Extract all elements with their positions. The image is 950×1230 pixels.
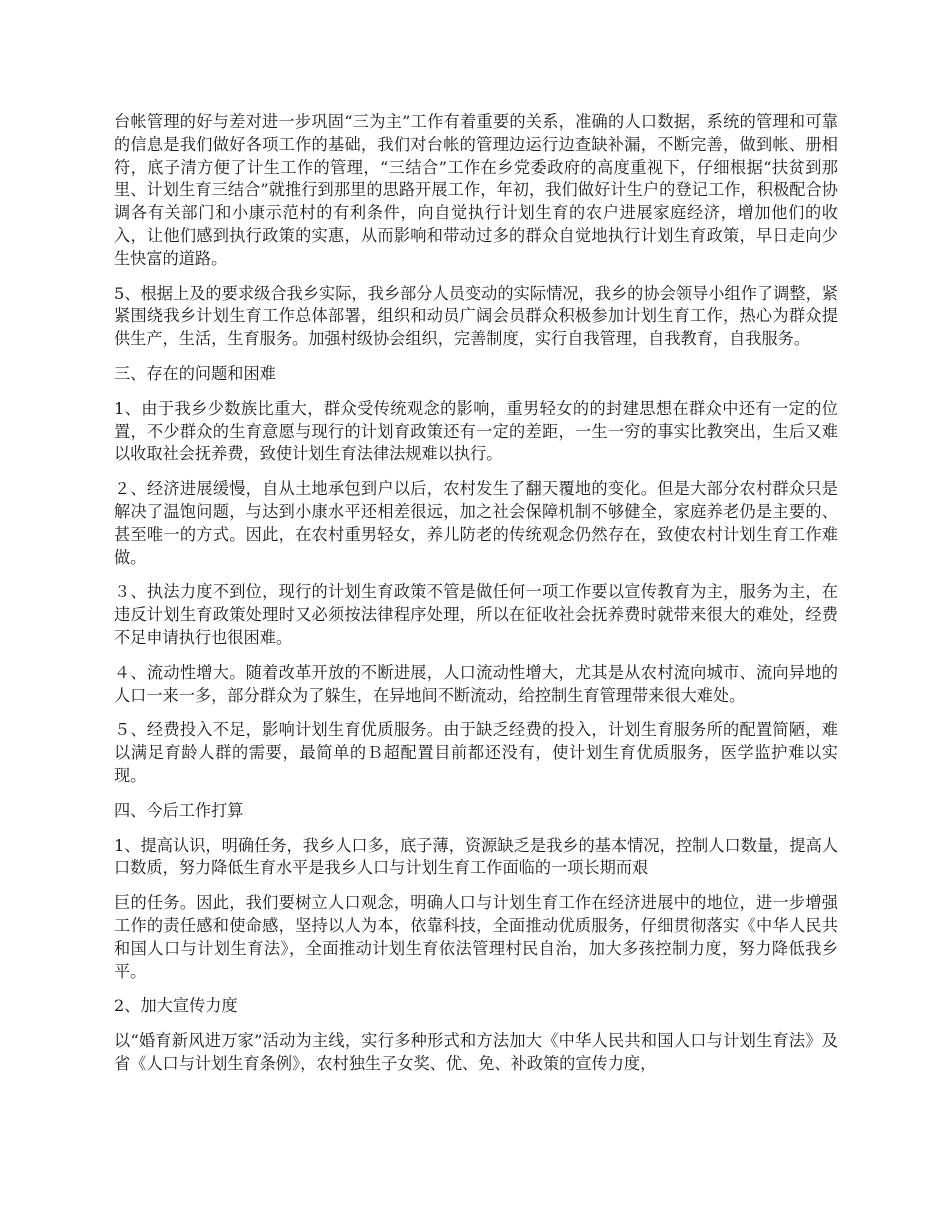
paragraph-problem-4: ４、流动性增大。随着改革开放的不断进展，人口流动性增大，尤其是从农村流向城市、流向异地的人口一来一多，部分群众为了躲生，在异地间不断流动，给控制生育管理带来很大难处。 [114, 662, 838, 705]
paragraph-ledger-management: 台帐管理的好与差对进一步巩固“三为主”工作有着重要的关系，准确的人口数据，系统的管理和可靠的信息是我们做好各项工作的基础，我们对台帐的管理边运行边查缺补漏，不断完善，做到帐、册相符，底子清方便了计生工作的管理，“三结合”工作在乡党委政府的高度重视下，仔细根据“扶贫到那里、计划生育三结合”就推行到那里的思路开展工作，年初，我们做好计生户的登记工作，积极配合协调各有关部门和小康示范村的有利条件，向自觉执行计划生育的农户进展家庭经济，增加他们的收入，让他们感到执行政策的实惠，从而影响和带动过多的群众自觉地执行计划生育政策，早日走向少生快富的道路。 [114, 112, 838, 268]
paragraph-problem-3: ３、执法力度不到位，现行的计划生育政策不管是做任何一项工作要以宣传教育为主，服务为主，在违反计划生育政策处理时又必须按法律程序处理，所以在征收社会抚养费时就带来很大的难处，经费不足申请执行也很困难。 [114, 582, 838, 647]
paragraph-publicity: 以“婚育新风进万家”活动为主线，实行多种形式和方法加大《中华人民共和国人口与计划生育法》及省《人口与计划生育条例》，农村独生子女奖、优、免、补政策的宣传力度， [114, 1031, 838, 1073]
section-heading-future-plans: 四、今后工作打算 [114, 800, 244, 820]
paragraph-problem-5: ５、经费投入不足，影响计划生育优质服务。由于缺乏经费的投入，计划生育服务所的配置简陋，难以满足育龄人群的需要，最简单的Ｂ超配置目前都还没有，使计划生育优质服务，医学监护难以实现。 [114, 720, 838, 785]
paragraph-problem-1: 1、由于我乡少数族比重大，群众受传统观念的影响，重男轻女的的封建思想在群众中还有一定的位置，不少群众的生育意愿与现行的计划育政策还有一定的差距，一生一穷的事实比教突出，生后又难以收取社会抚养费，致使计划生育法律法规难以执行。 [114, 398, 838, 464]
paragraph-plan-1-part-b: 巨的任务。因此，我们要树立人口观念，明确人口与计划生育工作在经济进展中的地位，进一步增强工作的责任感和使命感，坚持以人为本，依靠科技，全面推动优质服务，仔细贯彻落实《中华人民共和国人口与计划生育法》，全面推动计划生育依法管理村民自治，加大多孩控制力度，努力降低我乡平。 [114, 893, 838, 981]
paragraph-plan-1-part-a: 1、提高认识，明确任务，我乡人口多，底子薄，资源缺乏是我乡的基本情况，控制人口数量，提高人口数质，努力降低生育水平是我乡人口与计划生育工作面临的一项长期而艰 [114, 835, 838, 878]
subheading-publicity: 2、加大宣传力度 [114, 996, 238, 1016]
section-heading-problems: 三、存在的问题和困难 [114, 363, 276, 383]
document-body [114, 111, 838, 1088]
paragraph-item-5: 5、根据上及的要求级合我乡实际，我乡部分人员变动的实际情况，我乡的协会领导小组作了调整，紧紧围绕我乡计划生育工作总体部署，组织和动员广阔会员群众积极参加计划生育工作，热心为群众提供生产，生活，生育服务。加强村级协会组织，完善制度，实行自我管理，自我教育，自我服务。 [114, 283, 838, 349]
paragraph-problem-2: ２、经济进展缓慢，自从土地承包到户以后，农村发生了翻天覆地的变化。但是大部分农村群众只是解决了温饱问题，与达到小康水平还相差很远，加之社会保障机制不够健全，家庭养老仍是主要的、甚至唯一的方式。因此，在农村重男轻女，养儿防老的传统观念仍然存在，致使农村计划生育工作难做。 [114, 479, 838, 567]
